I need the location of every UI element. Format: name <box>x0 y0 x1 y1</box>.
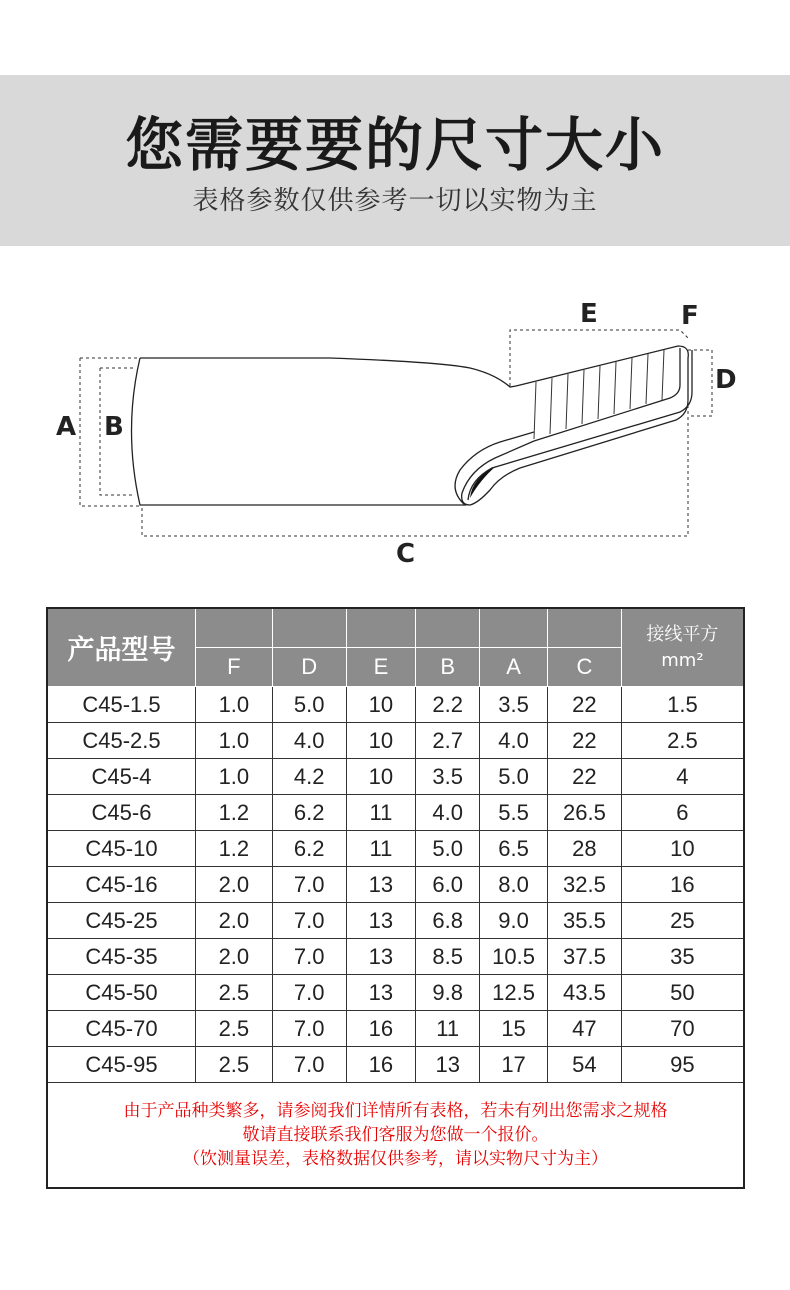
ridge-lines <box>534 350 664 439</box>
page-subtitle: 表格参数仅供参考一切以实物为主 <box>192 186 598 216</box>
header-c: C <box>548 648 622 687</box>
note-line: 由于产品种类繁多，请参阅我们详情所有表格，若未有列出您需求之规格 <box>123 1101 668 1121</box>
value-cell: 17 <box>480 1047 548 1083</box>
model-cell: C45-10 <box>47 831 195 867</box>
model-cell: C45-1.5 <box>47 687 195 723</box>
value-cell: 35.5 <box>548 903 622 939</box>
table-row <box>47 1011 744 1047</box>
note-line: （饮测量误差，表格数据仅供参考，请以实物尺寸为主） <box>183 1149 608 1169</box>
terminal-hole <box>470 466 496 498</box>
header-e: E <box>346 648 416 687</box>
value-cell: 4.2 <box>272 759 346 795</box>
table-row <box>47 795 744 831</box>
value-cell: 4.0 <box>480 723 548 759</box>
model-cell: C45-95 <box>47 1047 195 1083</box>
value-cell: 43.5 <box>548 975 622 1011</box>
value-cell: 2.5 <box>195 975 272 1011</box>
label-d: D <box>715 365 737 395</box>
header-wire-area-label: 接线平方 <box>646 623 719 645</box>
value-cell: 22 <box>548 759 622 795</box>
header-d: D <box>272 648 346 687</box>
value-cell: 13 <box>346 903 416 939</box>
value-cell: 37.5 <box>548 939 622 975</box>
spec-table <box>46 607 745 1189</box>
value-cell: 3.5 <box>480 687 548 723</box>
value-cell: 8.5 <box>416 939 480 975</box>
value-cell: 13 <box>346 867 416 903</box>
value-cell: 7.0 <box>272 939 346 975</box>
label-b: B <box>104 412 124 442</box>
table-row <box>47 867 744 903</box>
value-cell: 1.2 <box>195 831 272 867</box>
value-cell: 5.5 <box>480 795 548 831</box>
value-cell: 12.5 <box>480 975 548 1011</box>
value-cell: 4 <box>621 759 744 795</box>
value-cell: 10.5 <box>480 939 548 975</box>
value-cell: 2.2 <box>416 687 480 723</box>
table-row <box>47 939 744 975</box>
header-b: B <box>416 648 480 687</box>
model-cell: C45-6 <box>47 795 195 831</box>
disclaimer-note <box>47 1083 744 1189</box>
value-cell: 3.5 <box>416 759 480 795</box>
value-cell: 2.5 <box>195 1047 272 1083</box>
value-cell: 13 <box>346 975 416 1011</box>
header-blank <box>195 608 272 648</box>
value-cell: 6.2 <box>272 795 346 831</box>
header-blank <box>416 608 480 648</box>
value-cell: 13 <box>346 939 416 975</box>
value-cell: 70 <box>621 1011 744 1047</box>
value-cell: 1.0 <box>195 759 272 795</box>
value-cell: 4.0 <box>416 795 480 831</box>
label-a: A <box>56 412 77 442</box>
value-cell: 2.7 <box>416 723 480 759</box>
value-cell: 1.2 <box>195 795 272 831</box>
value-cell: 1.0 <box>195 723 272 759</box>
table-row <box>47 723 744 759</box>
value-cell: 16 <box>621 867 744 903</box>
model-cell: C45-50 <box>47 975 195 1011</box>
value-cell: 11 <box>346 795 416 831</box>
value-cell: 9.0 <box>480 903 548 939</box>
value-cell: 22 <box>548 723 622 759</box>
model-cell: C45-4 <box>47 759 195 795</box>
terminal-dimension-diagram <box>0 290 790 580</box>
value-cell: 5.0 <box>272 687 346 723</box>
header-wire-area-unit: mm² <box>661 649 704 671</box>
header-blank <box>272 608 346 648</box>
table-row <box>47 1047 744 1083</box>
value-cell: 6.0 <box>416 867 480 903</box>
table-row <box>47 903 744 939</box>
header-blank <box>346 608 416 648</box>
value-cell: 2.5 <box>195 1011 272 1047</box>
value-cell: 26.5 <box>548 795 622 831</box>
model-cell: C45-35 <box>47 939 195 975</box>
value-cell: 1.5 <box>621 687 744 723</box>
header-blank <box>548 608 622 648</box>
value-cell: 95 <box>621 1047 744 1083</box>
value-cell: 25 <box>621 903 744 939</box>
value-cell: 2.0 <box>195 903 272 939</box>
value-cell: 1.0 <box>195 687 272 723</box>
model-cell: C45-16 <box>47 867 195 903</box>
value-cell: 9.8 <box>416 975 480 1011</box>
value-cell: 10 <box>346 759 416 795</box>
header-blank <box>480 608 548 648</box>
table-row <box>47 687 744 723</box>
label-c: C <box>396 539 416 569</box>
value-cell: 6 <box>621 795 744 831</box>
value-cell: 13 <box>416 1047 480 1083</box>
value-cell: 28 <box>548 831 622 867</box>
value-cell: 7.0 <box>272 975 346 1011</box>
value-cell: 10 <box>346 687 416 723</box>
value-cell: 2.0 <box>195 867 272 903</box>
value-cell: 11 <box>346 831 416 867</box>
header-model: 产品型号 <box>47 608 195 687</box>
table-row <box>47 975 744 1011</box>
value-cell: 4.0 <box>272 723 346 759</box>
value-cell: 7.0 <box>272 903 346 939</box>
value-cell: 10 <box>346 723 416 759</box>
value-cell: 54 <box>548 1047 622 1083</box>
note-line: 敬请直接联系我们客服为您做一个报价。 <box>242 1125 549 1145</box>
value-cell: 16 <box>346 1047 416 1083</box>
value-cell: 5.0 <box>480 759 548 795</box>
label-f: F <box>681 301 699 331</box>
value-cell: 7.0 <box>272 867 346 903</box>
table-row <box>47 759 744 795</box>
value-cell: 15 <box>480 1011 548 1047</box>
header-a: A <box>480 648 548 687</box>
table-row <box>47 831 744 867</box>
value-cell: 7.0 <box>272 1011 346 1047</box>
value-cell: 6.8 <box>416 903 480 939</box>
value-cell: 8.0 <box>480 867 548 903</box>
header-wire-area <box>621 608 744 687</box>
value-cell: 2.0 <box>195 939 272 975</box>
page-title: 您需要要的尺寸大小 <box>124 111 665 179</box>
value-cell: 6.5 <box>480 831 548 867</box>
header-f: F <box>195 648 272 687</box>
value-cell: 32.5 <box>548 867 622 903</box>
value-cell: 22 <box>548 687 622 723</box>
terminal-outline <box>132 346 693 505</box>
value-cell: 16 <box>346 1011 416 1047</box>
value-cell: 7.0 <box>272 1047 346 1083</box>
value-cell: 10 <box>621 831 744 867</box>
value-cell: 47 <box>548 1011 622 1047</box>
model-cell: C45-2.5 <box>47 723 195 759</box>
value-cell: 50 <box>621 975 744 1011</box>
label-e: E <box>580 299 598 329</box>
value-cell: 35 <box>621 939 744 975</box>
value-cell: 5.0 <box>416 831 480 867</box>
value-cell: 11 <box>416 1011 480 1047</box>
value-cell: 2.5 <box>621 723 744 759</box>
model-cell: C45-25 <box>47 903 195 939</box>
model-cell: C45-70 <box>47 1011 195 1047</box>
value-cell: 6.2 <box>272 831 346 867</box>
